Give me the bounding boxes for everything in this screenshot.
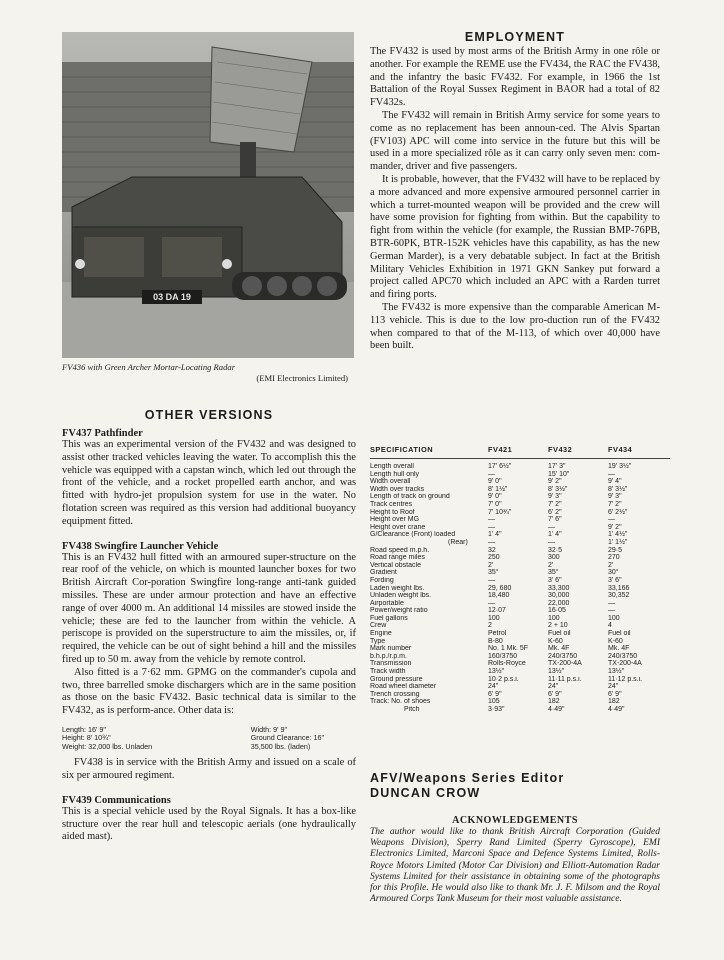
- spec-value: 9' 0": [488, 493, 502, 501]
- spec-value: 13½": [548, 668, 565, 676]
- spec-label: b.h.p./r.p.m.: [370, 652, 407, 660]
- spec-value: 18,480: [488, 592, 510, 600]
- spec-value: 17' 3": [548, 463, 566, 470]
- photo-credit: (EMI Electronics Limited): [256, 373, 348, 383]
- dim-weight-laden: 35,500 lbs. (laden): [250, 741, 311, 751]
- spec-label: Length hull only: [370, 470, 420, 478]
- spec-value: Rolls-Royce: [488, 660, 526, 668]
- spec-value: 19' 3½": [608, 463, 632, 470]
- spec-label: Fuel gallons: [370, 614, 408, 622]
- spec-label: Vertical obstacle: [370, 561, 421, 569]
- dim-ground-clearance: Ground Clearance: 16": [250, 733, 324, 743]
- spec-value: 15' 10": [548, 470, 570, 478]
- spec-value: 300: [548, 554, 560, 562]
- employment-p2: The FV432 will remain in British Army service for some years to come as no replacement has been announ-ced. The Alvis Spartan (FV103) APC will come into service in the future but this will be used in a more specialized rôle as it can carry only seven men: com-mander, driver and five passengers.: [370, 109, 660, 173]
- spec-value: 9' 3": [608, 493, 622, 501]
- spec-value: 4: [608, 622, 612, 630]
- spec-row: [370, 676, 670, 684]
- spec-value: 1' 4": [548, 531, 562, 539]
- spec-value: 3' 6": [548, 576, 562, 584]
- spec-value: —: [488, 516, 495, 524]
- spec-label: Trench crossing: [370, 690, 420, 698]
- spec-label: Mark number: [370, 645, 412, 653]
- spec-label: Length overall: [370, 463, 414, 470]
- spec-row: [370, 463, 670, 471]
- specification-table: [370, 445, 670, 714]
- employment-p1: The FV432 is used by most arms of the British Army in one rôle or another. For example the REME use the FV434, the RAC the FV438, and the infantry the basic FV432. For example, in 1966 the 1st Battalion of the Royal Sussex Regiment in BAOR had a total of 82 FV432s.: [370, 46, 660, 109]
- spec-row: [370, 547, 670, 555]
- spec-value: B-80: [488, 637, 503, 645]
- spec-value: 2: [488, 622, 492, 630]
- spec-value: 9' 3": [548, 493, 562, 501]
- spec-value: 35°: [548, 569, 559, 577]
- spec-header: FV421: [488, 445, 513, 454]
- spec-value: 182: [608, 698, 620, 706]
- acknowledgements-heading: ACKNOWLEDGEMENTS: [452, 815, 578, 826]
- spec-row: [370, 698, 670, 706]
- spec-value: 1' 4½": [608, 531, 628, 539]
- spec-label: Ground pressure: [370, 675, 423, 683]
- dim-length: Length: 16' 9": [62, 724, 106, 734]
- spec-row: [370, 478, 670, 486]
- spec-label: Length of track on ground: [370, 493, 450, 501]
- photo-caption: [62, 362, 354, 384]
- spec-value: 24": [548, 683, 559, 691]
- fv438-body: This is an FV432 hull fitted with an armoured super-structure on the rear roof of the vehicle, on which is mounted launcher boxes for two British Aircraft Cor-poration Swingfire long-range anti-tank guided missiles. These are under armour protection and have an effective range of over 4000 m. An additional 14 missiles are stowed inside the vehicle; these are fed to the launcher from within the vehicle. A periscope is provided on the superstructure to aim the missiles, or, if required, the vehicle can be out of sight behind a hill and the missiles fired up to 50 m. away from the vehicle by remote control.: [62, 551, 356, 665]
- spec-value: 250: [488, 554, 500, 562]
- spec-label: Track: No. of shoes: [370, 698, 431, 706]
- spec-value: 4·49": [548, 706, 565, 713]
- spec-value: 9' 2": [608, 523, 622, 531]
- spec-value: No. 1 Mk. 5F: [488, 645, 529, 653]
- spec-value: —: [488, 576, 495, 584]
- spec-value: 10·2 p.s.i.: [488, 675, 519, 683]
- spec-row: [370, 607, 670, 615]
- spec-value: 29·5: [608, 546, 623, 554]
- spec-label: Road speed m.p.h.: [370, 546, 430, 554]
- spec-value: 9' 2": [548, 478, 562, 486]
- spec-value: 30,000: [548, 592, 570, 600]
- spec-row: [370, 683, 670, 691]
- spec-value: 24": [488, 683, 499, 691]
- spec-value: 7' 2": [548, 500, 562, 508]
- spec-row: [370, 493, 670, 501]
- spec-value: 33,166: [608, 584, 630, 592]
- dims-left: [62, 726, 152, 751]
- spec-value: 11·12 p.s.i.: [608, 675, 643, 683]
- spec-label: G/Clearance (Front) loaded: [370, 531, 456, 539]
- spec-value: 30°: [608, 569, 619, 577]
- spec-label: Height over crane: [370, 523, 426, 531]
- spec-value: —: [608, 470, 615, 478]
- spec-value: 9' 4": [608, 478, 622, 486]
- other-versions-heading: OTHER VERSIONS: [144, 408, 274, 422]
- dim-width: Width: 9' 9": [250, 724, 288, 734]
- spec-value: —: [608, 599, 615, 607]
- spec-label: Width overall: [370, 478, 411, 486]
- spec-value: 33,300: [548, 584, 570, 592]
- spec-value: 6' 2½": [608, 508, 628, 516]
- fv438-title: FV438 Swingfire Launcher Vehicle: [62, 540, 219, 552]
- spec-row: [370, 645, 670, 653]
- license-plate: 03 DA 19: [153, 292, 191, 302]
- editor-name: DUNCAN CROW: [370, 786, 481, 800]
- spec-row: [370, 592, 670, 600]
- spec-row: [370, 554, 670, 562]
- series-editor: [370, 771, 660, 801]
- spec-value: 1' 4": [488, 531, 502, 539]
- spec-value: 8' 3½": [608, 485, 628, 493]
- spec-value: 2': [548, 561, 554, 569]
- spec-label: Road wheel diameter: [370, 683, 437, 691]
- spec-value: 100: [608, 614, 620, 622]
- spec-label: Road range miles: [370, 554, 425, 562]
- acknowledgements-section: [370, 815, 660, 905]
- spec-value: TX-200-4A: [548, 660, 582, 668]
- spec-value: 30,352: [608, 592, 630, 600]
- caption-text: FV436 with Green Archer Mortar-Locating Radar: [62, 362, 236, 372]
- spec-value: —: [488, 599, 495, 607]
- spec-value: 100: [548, 614, 560, 622]
- spec-row: [370, 691, 670, 699]
- spec-label: Power/weight ratio: [370, 607, 428, 615]
- spec-value: 6' 9": [488, 690, 502, 698]
- spec-value: —: [548, 538, 555, 546]
- spec-value: 29, 680: [488, 584, 512, 592]
- vehicle-photo: [62, 32, 354, 358]
- spec-value: 11·11 p.s.i.: [548, 675, 582, 683]
- spec-row: [370, 501, 670, 509]
- spec-row: [370, 471, 670, 479]
- spec-label: Fording: [370, 576, 394, 584]
- spec-value: 22,000: [548, 599, 570, 607]
- spec-value: —: [488, 470, 495, 478]
- spec-label: Engine: [370, 630, 392, 638]
- spec-label: Crew: [370, 622, 387, 630]
- spec-value: 270: [608, 554, 620, 562]
- spec-label: Width over tracks: [370, 485, 425, 493]
- spec-value: TX-200-4A: [608, 660, 642, 668]
- spec-value: 13½": [488, 668, 505, 676]
- spec-value: 32·5: [548, 546, 563, 554]
- fv438-body-2: Also fitted is a 7·62 mm. GPMG on the commander's cupola and two, three barrelled smoke dischargers which are in the same position as those on the basic FV432. Basic technical data is similar to the FV432, as is perform-ance. Other data is:: [62, 666, 356, 717]
- spec-label: Height over MG: [370, 516, 420, 524]
- spec-row: [370, 706, 670, 714]
- spec-row: [370, 653, 670, 661]
- spec-row: [370, 531, 670, 539]
- other-versions-section: [62, 408, 356, 844]
- spec-value: 24": [608, 683, 619, 691]
- spec-value: 17' 6½": [488, 463, 512, 470]
- spec-value: 6' 2": [548, 508, 562, 516]
- spec-header: SPECIFICATION: [370, 445, 434, 454]
- spec-row: [370, 569, 670, 577]
- spec-value: 6' 9": [608, 690, 622, 698]
- spec-label: Type: [370, 637, 386, 645]
- spec-row: [370, 562, 670, 570]
- dims-right: [251, 726, 324, 751]
- spec-label: Unladen weight lbs.: [370, 592, 432, 600]
- spec-value: 182: [548, 698, 560, 706]
- spec-value: 3·93": [488, 706, 505, 713]
- spec-value: Mk. 4F: [608, 645, 630, 653]
- employment-p4: The FV432 is more expensive than the comparable American M-113 vehicle. This is due to the low pro-duction run of the FV432 when compared to that of the M-113, of which over 40,000 have been built.: [370, 301, 660, 352]
- dim-weight-unladen: Weight: 32,000 lbs. Unladen: [62, 741, 153, 751]
- spec-row: [370, 638, 670, 646]
- spec-value: —: [488, 523, 495, 531]
- spec-value: 6' 9": [548, 690, 562, 698]
- spec-value: 105: [488, 698, 500, 706]
- spec-value: 1' 1½": [608, 538, 628, 546]
- spec-value: Fuel oil: [548, 630, 571, 638]
- spec-row: [370, 660, 670, 668]
- spec-value: —: [488, 538, 495, 546]
- spec-value: —: [548, 523, 555, 531]
- spec-label: Laden weight lbs.: [370, 584, 425, 592]
- spec-label: Gradient: [370, 569, 397, 577]
- spec-row: [370, 585, 670, 593]
- spec-header-row: [370, 445, 670, 459]
- spec-label: Height to Roof: [370, 508, 415, 516]
- spec-value: 12·07: [488, 607, 506, 615]
- spec-body: [370, 463, 670, 714]
- spec-label: Airportable: [370, 599, 404, 607]
- dim-height: Height: 8' 10¾": [62, 733, 111, 743]
- fv439-body: This is a special vehicle used by the Royal Signals. It has a box-like structure over the rear hull and telescopic aerials (one hydraulically aided mast).: [62, 805, 356, 843]
- spec-value: 240/3750: [548, 652, 578, 660]
- spec-row: [370, 630, 670, 638]
- spec-value: 13½": [608, 668, 625, 676]
- spec-value: Petrol: [488, 630, 507, 638]
- spec-value: 4·49": [608, 706, 625, 713]
- spec-value: 35°: [488, 569, 499, 577]
- editor-line-1: AFV/Weapons Series Editor: [370, 771, 565, 785]
- spec-value: 8' 1½": [488, 485, 508, 493]
- employment-heading: EMPLOYMENT: [464, 30, 566, 44]
- spec-value: 16·05: [548, 607, 566, 615]
- spec-row: [370, 486, 670, 494]
- spec-label: Transmission: [370, 660, 412, 668]
- fv438-body-3: FV438 is in service with the British Army and issued on a scale of six per armoured regiment.: [62, 757, 356, 781]
- employment-p3: It is probable, however, that the FV432 will have to be replaced by a more advanced and more expensive armoured personnel carrier in which a turret-mounted weapon will be provided and the crew will have some provision for fighting from within. But the capability to fight from within the vehicle (for example, the Russian BMP-76PB, BTR-60PK, BTR-152K vehicles have this capability, as has the new German Marder), is a very debatable subject. In fact at the British Military Vehicles Exhibition in 1971 GKN Sankey put forward a project called APC70 which included an APC with a Rarden turret and firing ports.: [370, 173, 660, 301]
- spec-row: [370, 509, 670, 517]
- fv439-title: FV439 Communications: [62, 794, 171, 806]
- spec-value: K-60: [548, 637, 563, 645]
- spec-value: K-60: [608, 637, 623, 645]
- spec-row: [370, 600, 670, 608]
- spec-label: Track centres: [370, 500, 413, 508]
- spec-row: [370, 524, 670, 532]
- spec-value: 2': [488, 561, 494, 569]
- spec-row: [370, 668, 670, 676]
- spec-value: 7' 2": [608, 500, 622, 508]
- fv438-dimensions: [62, 726, 324, 751]
- spec-label: Track width: [370, 668, 406, 676]
- spec-row: [370, 539, 670, 547]
- spec-value: Mk. 4F: [548, 645, 570, 653]
- spec-value: 7' 6": [548, 516, 562, 524]
- spec-value: 3' 6": [608, 576, 622, 584]
- fv437-title: FV437 Pathfinder: [62, 428, 143, 439]
- spec-label: Pitch: [404, 706, 420, 713]
- employment-section: [370, 30, 660, 353]
- spec-header: FV434: [608, 445, 633, 454]
- spec-value: —: [608, 516, 615, 524]
- spec-row: [370, 516, 670, 524]
- spec-header: FV432: [548, 445, 573, 454]
- spec-value: Fuel oil: [608, 630, 631, 638]
- spec-value: 100: [488, 614, 500, 622]
- spec-value: 240/3750: [608, 652, 638, 660]
- spec-row: [370, 622, 670, 630]
- spec-value: 2 + 10: [548, 622, 568, 630]
- spec-value: 8' 3½": [548, 485, 568, 493]
- spec-value: 2': [608, 561, 614, 569]
- spec-row: [370, 615, 670, 623]
- spec-value: 9' 0": [488, 478, 502, 486]
- spec-value: 7' 0": [488, 500, 502, 508]
- fv437-body: This was an experimental version of the FV432 and was designed to assist other tracked vehicles leaving the water. To accomplish this the vehicle was equipped with a capstan winch, which led out through the front of the vehicle, and a rocket propelled earth anchor, and was fitted with hydro-jet propulsion system for use in the water. No flotation screen was required as this version had additional buoyancy equipment fitted.: [62, 439, 356, 527]
- spec-value: —: [608, 607, 615, 615]
- spec-value: 160/3750: [488, 652, 518, 660]
- spec-value: 32: [488, 546, 496, 554]
- spec-value: 7' 10¾": [488, 508, 512, 516]
- acknowledgements-body: The author would like to thank British Aircraft Corporation (Guided Weapons Division), Sperry Rand Limited (Sperry Gyroscope), EMI Electronics Limited, Marconi Space and Defence Systems Limited, Rolls-Royce Motors Limited (Motor Car Division) and Elliott-Automation Radar Systems Limited for their assistance in obtaining some of the photographs for this Profile. He would also like to thank Mr. J. F. Milsom and the Royal Armoured Corps Tank Museum for their most valuable assistance.: [370, 827, 660, 905]
- spec-row: [370, 577, 670, 585]
- spec-label: (Rear): [448, 538, 468, 546]
